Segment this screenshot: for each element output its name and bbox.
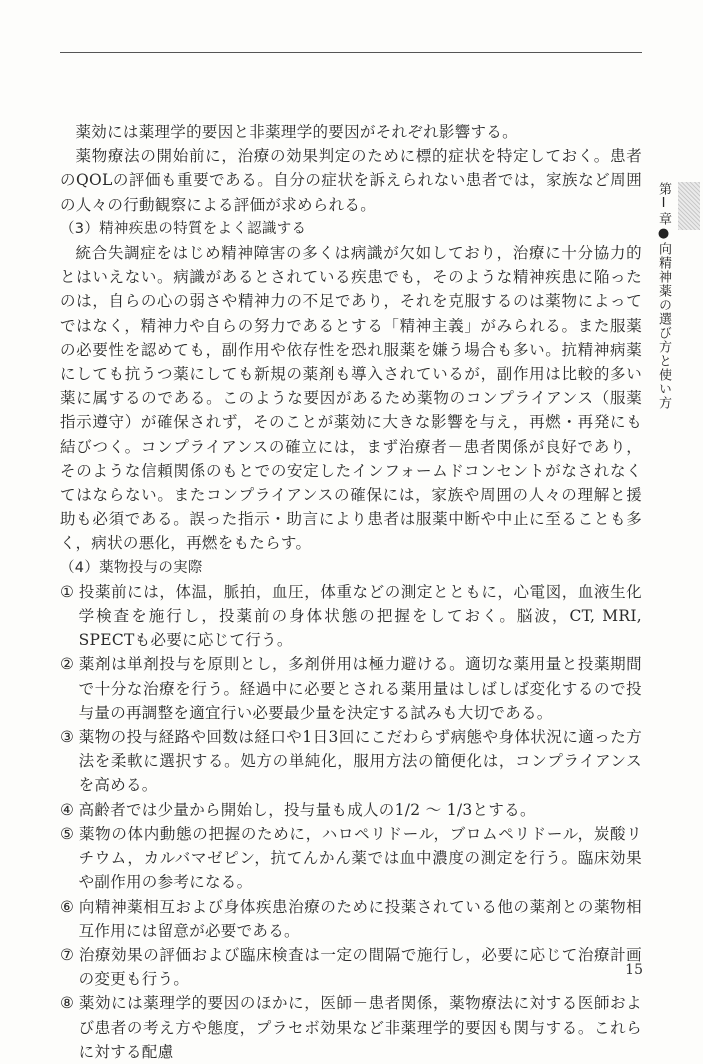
numbered-list <box>60 580 642 1064</box>
item-number: ① <box>60 582 75 601</box>
chapter-tab-strip <box>678 182 700 230</box>
item-number: ③ <box>60 728 75 747</box>
page-body <box>60 120 642 1064</box>
item-number: ⑧ <box>60 994 75 1013</box>
paragraph: 統合失調症をはじめ精神障害の多くは病識が欠如しており，治療に十分協力的とはいえない。病識があるとされている疾患でも，そのような精神疾患に陥ったのは，自らの心の弱さや精神力の不足であり，それを克服するのは薬物によってではなく，精神力や自らの努力であるとする「精神主義」がみられる。また服薬の必要性を認めても，副作用や依存性を恐れ服薬を嫌う場合も多い。抗精神病薬にしても抗うつ薬にしても新規の薬剤も導入されているが，副作用は比較的多い薬に属するのである。このような要因があるため薬物のコンプライアンス（服薬指示遵守）が確保されず，そのことが薬効に大きな影響を与え，再燃・再発にも結びつく。コンプライアンスの確立には，まず治療者－患者関係が良好であり，そのような信頼関係のもとでの安定したインフォームドコンセントがなされなくてはならない。またコンプライアンスの確保には，家族や周囲の人々の理解と援助も必須である。誤った指示・助言により患者は服薬中断や中止に至ることも多く，病状の悪化，再燃をもたらす。 <box>60 244 642 553</box>
list-item <box>60 725 642 798</box>
section-heading: （4）薬物投与の実際 <box>60 559 203 576</box>
item-text: 投薬前には，体温，脈拍，血圧，体重などの測定とともに，心電図，血液生化学検査を施行し，投薬前の身体状態の把握をしておく。脳波，CT, MRI, SPECTも必要に応じて行う。 <box>78 582 642 650</box>
list-item <box>60 798 642 822</box>
list-item <box>60 895 642 943</box>
header-rule <box>60 52 642 53</box>
item-number: ⑤ <box>60 824 75 843</box>
list-item <box>60 991 642 1064</box>
chapter-side-tab: 第Ⅰ章●向精神薬の選び方と使い方 <box>656 182 671 410</box>
page-number: 15 <box>625 962 643 978</box>
item-text: 向精神薬相互および身体疾患治療のために投薬されている他の薬剤との薬物相互作用には留意が必要である。 <box>78 897 642 940</box>
list-item <box>60 580 642 653</box>
paragraph: 薬物療法の開始前に，治療の効果判定のために標的症状を特定しておく。患者のQOLの評価も重要である。自分の症状を訴えられない患者では，家族など周囲の人々の行動観察による評価が求められる。 <box>60 147 642 214</box>
item-text: 薬物の投与経路や回数は経口や1日3回にこだわらず病態や身体状況に適った方法を柔軟に選択する。処方の単純化，服用方法の簡便化は，コンプライアンスを高める。 <box>78 728 642 795</box>
item-text: 高齢者では少量から開始し，投与量も成人の1/2 ～ 1/3とする。 <box>78 800 536 819</box>
item-number: ⑥ <box>60 897 75 916</box>
item-number: ④ <box>60 800 75 819</box>
list-item <box>60 822 642 895</box>
paragraph: 薬効には薬理学的要因と非薬理学的要因がそれぞれ影響する。 <box>75 123 518 141</box>
item-text: 治療効果の評価および臨床検査は一定の間隔で施行し，必要に応じて治療計画の変更も行う。 <box>78 945 642 989</box>
item-text: 薬剤は単剤投与を原則とし，多剤併用は極力避ける。適切な薬用量と投薬期間で十分な治療を行う。経過中に必要とされる薬用量はしばしば変化するので投与量の再調整を適宜行い必要最少量を決定する試みも大切である。 <box>78 655 642 722</box>
list-item <box>60 652 642 725</box>
list-item <box>60 943 642 991</box>
section-heading: （3）精神疾患の特質をよく認識する <box>60 220 307 237</box>
item-text: 薬物の体内動態の把握のために，ハロペリドール，ブロムペリドール，炭酸リチウム，カルバマゼピン，抗てんかん薬では血中濃度の測定を行う。臨床効果や副作用の参考になる。 <box>78 824 642 892</box>
item-text: 薬効には薬理学的要因のほかに，医師－患者関係，薬物療法に対する医師および患者の考え方や態度，プラセボ効果など非薬理学的要因も関与する。これらに対する配慮 <box>78 994 642 1061</box>
item-number: ⑦ <box>60 945 75 964</box>
item-number: ② <box>60 655 75 674</box>
